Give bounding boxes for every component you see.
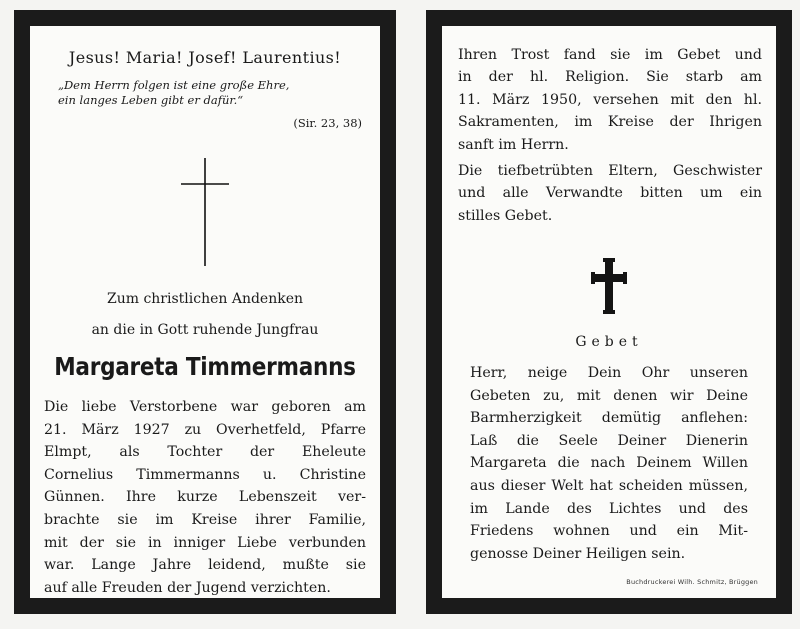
remembrance-line-1: Zum christlichen Andenken: [106, 291, 304, 307]
prayer-line: aus dieser Welt hat scheiden müssen,: [470, 477, 748, 494]
death-line: Ihren Trost fand sie im Gebet und: [458, 47, 762, 63]
card-front-panel: [30, 26, 380, 598]
invocation: Jesus! Maria! Josef! Laurentius!: [68, 48, 342, 67]
biography-line: brachte sie im Kreise ihrer Familie,: [44, 511, 366, 528]
biography-line: mit der sie in inniger Liebe verbunden: [44, 534, 366, 551]
parents-line: und alle Verwandte bitten um ein: [458, 185, 762, 202]
prayer-line: Margareta die nach Deinem Willen: [470, 455, 748, 472]
death-line: sanft im Herrn.: [458, 136, 569, 153]
prayer-line: Friedens wohnen und ein Mit-: [470, 523, 748, 540]
printer-imprint: Buchdruckerei Wilh. Schmitz, Brüggen: [626, 578, 758, 586]
prayer-line: Herr, neige Dein Ohr unseren: [470, 365, 748, 381]
biography-line: 21. März 1927 zu Overhetfeld, Pfarre: [44, 421, 366, 438]
deceased-name: Margareta Timmermanns: [54, 352, 356, 381]
parents-line: stilles Gebet.: [458, 207, 553, 224]
parents-line: Die tiefbetrübten Eltern, Geschwister: [458, 163, 762, 179]
death-paragraph: [458, 44, 762, 156]
prayer-line: Laß die Seele Deiner Dienerin: [470, 432, 748, 449]
prayer-line: im Lande des Lichtes und des: [470, 500, 748, 517]
scripture-quote: [58, 78, 366, 108]
parents-paragraph: [458, 160, 762, 227]
solid-cross-icon: [442, 258, 776, 318]
prayer-line: Barmherzigkeit demütig anflehen:: [470, 410, 748, 427]
death-line: Sakramenten, im Kreise der Ihrigen: [458, 114, 762, 131]
biography-line: Elmpt, als Tochter der Eheleute: [44, 444, 366, 461]
prayer-line: genosse Deiner Heiligen sein.: [470, 545, 686, 562]
biography-line: war. Lange Jahre leidend, mußte sie: [44, 557, 366, 574]
cross-icon: [30, 156, 380, 268]
remembrance-line-2: an die in Gott ruhende Jungfrau: [91, 322, 319, 338]
biography: [44, 396, 366, 598]
prayer-title: Gebet: [575, 334, 643, 350]
biography-line: Cornelius Timmermanns u. Christine: [44, 466, 366, 483]
biography-line: auf alle Freuden der Jugend verzichten.: [44, 579, 331, 596]
remembrance-text: [30, 284, 380, 346]
prayer-line: Gebeten zu, mit denen wir Deine: [470, 387, 748, 404]
prayer-text: [470, 362, 748, 565]
quote-line-1: „Dem Herrn folgen ist eine große Ehre,: [58, 78, 290, 92]
biography-line: Die liebe Verstorbene war geboren am: [44, 399, 366, 415]
scripture-reference: (Sir. 23, 38): [293, 116, 362, 130]
card-back-panel: [442, 26, 776, 598]
memorial-card-back: [426, 10, 792, 614]
memorial-card-front: [14, 10, 396, 614]
biography-line: Günnen. Ihre kurze Lebenszeit ver-: [44, 489, 366, 506]
quote-line-2: ein langes Leben gibt er dafür.“: [58, 93, 244, 107]
death-line: in der hl. Religion. Sie starb am: [458, 69, 762, 86]
death-line: 11. März 1950, versehen mit den hl.: [458, 91, 762, 108]
